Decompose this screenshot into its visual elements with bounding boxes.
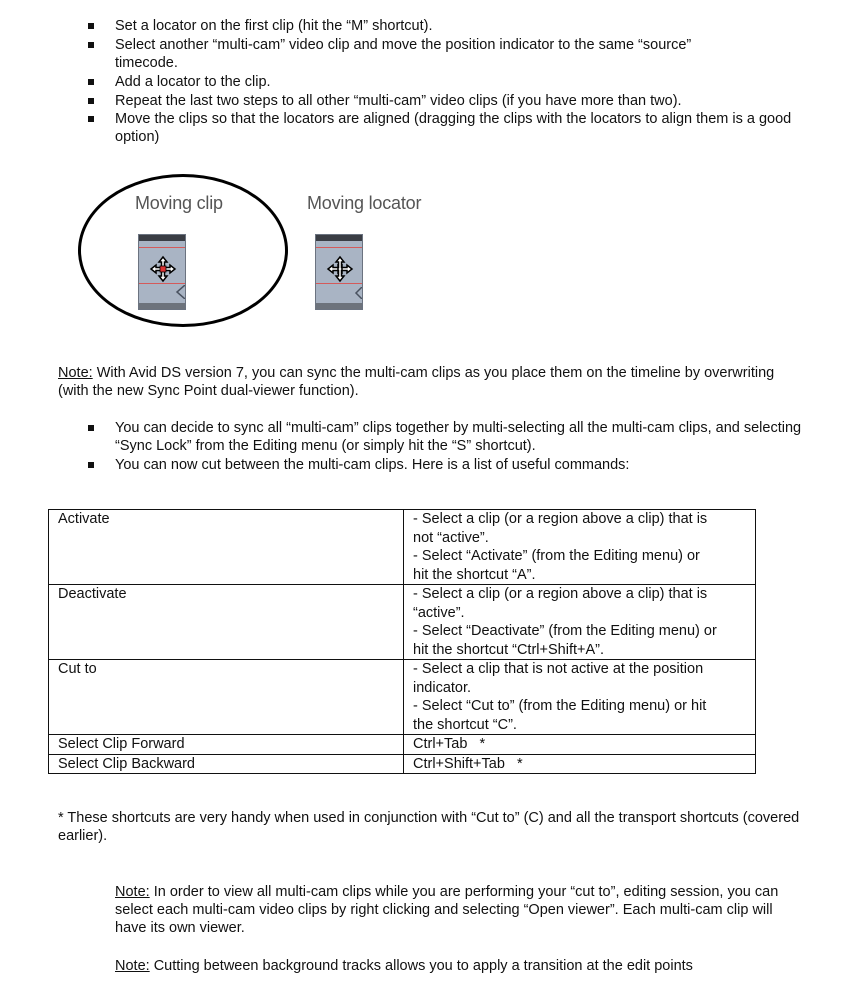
moving-locator-caption: Moving locator [307,193,422,213]
list-item-text: You can now cut between the multi-cam clips. Here is a list of useful commands: [115,457,630,473]
description-line: not “active”. [413,529,489,546]
command-description [404,660,756,735]
table-row [49,735,756,755]
bullet-marker [88,98,94,104]
list-item-text: Set a locator on the first clip (hit the “M” shortcut). [115,18,433,34]
list-item-text: You can decide to sync all “multi-cam” clips together by multi-selecting all the multi-cam clips, and selecting “Sync Lock” from the Editing menu (or simply hit the “S” shortcut). [115,420,802,454]
command-name: Select Clip Forward [49,735,404,755]
list-item-text: Move the clips so that the locators are aligned (dragging the clips with the locators to align them is a good option) [115,111,792,145]
description-line: - Select a clip (or a region above a clip) that is [413,586,708,602]
description-line: - Select “Deactivate” (from the Editing menu) or [413,623,717,639]
command-description [404,754,756,774]
bullet-marker [88,462,94,468]
table-row [49,660,756,735]
list-item-text: Select another “multi-cam” video clip and move the position indicator to the same “source” timecode. [115,37,692,71]
table-row [49,510,756,585]
description-line: indicator. [413,679,472,696]
bullet-marker [88,79,94,85]
command-name: Cut to [49,660,404,735]
list-item-text: Add a locator to the clip. [115,74,271,90]
description-line: “active”. [413,604,465,621]
description-line: - Select a clip (or a region above a clip) that is [413,511,708,527]
move-cursor-icon [149,255,177,283]
bullet-marker [88,425,94,431]
command-name: Select Clip Backward [49,754,404,774]
clip-thumbnail-moving-locator [315,234,363,310]
description-line: Ctrl+Tab * [413,736,486,752]
command-description [404,585,756,660]
description-line: - Select a clip that is not active at the position [413,661,704,677]
clip-thumbnail-moving-clip [138,234,186,310]
note-text: With Avid DS version 7, you can sync the multi-cam clips as you place them on the timeline by overwriting (with the new Sync Point dual-viewer function). [58,365,775,399]
bullet-marker [88,42,94,48]
command-description [404,510,756,585]
description-line: hit the shortcut “A”. [413,566,536,583]
note-label: Note: [58,365,93,381]
note-text: In order to view all multi-cam clips while you are performing your “cut to”, editing session, you can select each multi-cam video clips by right clicking and selecting “Open viewer”. Each multi-cam clip will have its own viewer. [115,884,779,936]
table-row [49,585,756,660]
note-label: Note: [115,958,150,974]
description-line: the shortcut “C”. [413,716,517,733]
command-name: Deactivate [49,585,404,660]
description-line: - Select “Cut to” (from the Editing menu) or hit [413,698,707,714]
split-cursor-icon [326,255,354,283]
locator-marker-icon [175,285,185,299]
description-line: Ctrl+Shift+Tab * [413,755,523,772]
list-item-text: Repeat the last two steps to all other “multi-cam” video clips (if you have more than two). [115,93,682,109]
note-open-viewer [115,883,785,937]
command-description [404,735,756,755]
moving-clip-caption: Moving clip [135,193,223,213]
commands-table [48,509,756,774]
note-label: Note: [115,884,150,900]
note-text: Cutting between background tracks allows you to apply a transition at the edit points [149,958,693,974]
footnote: * These shortcuts are very handy when used in conjunction with “Cut to” (C) and all the transport shortcuts (covered earlier). [58,810,800,844]
bullet-marker [88,23,94,29]
note-background-tracks [115,957,815,975]
figure-moving-clip-locator [0,170,842,340]
table-row [49,754,756,774]
locator-marker-icon [354,287,362,299]
note-sync-point [58,364,778,400]
description-line: - Select “Activate” (from the Editing menu) or [413,548,700,564]
bullet-marker [88,116,94,122]
description-line: hit the shortcut “Ctrl+Shift+A”. [413,641,604,658]
command-name: Activate [49,510,404,585]
